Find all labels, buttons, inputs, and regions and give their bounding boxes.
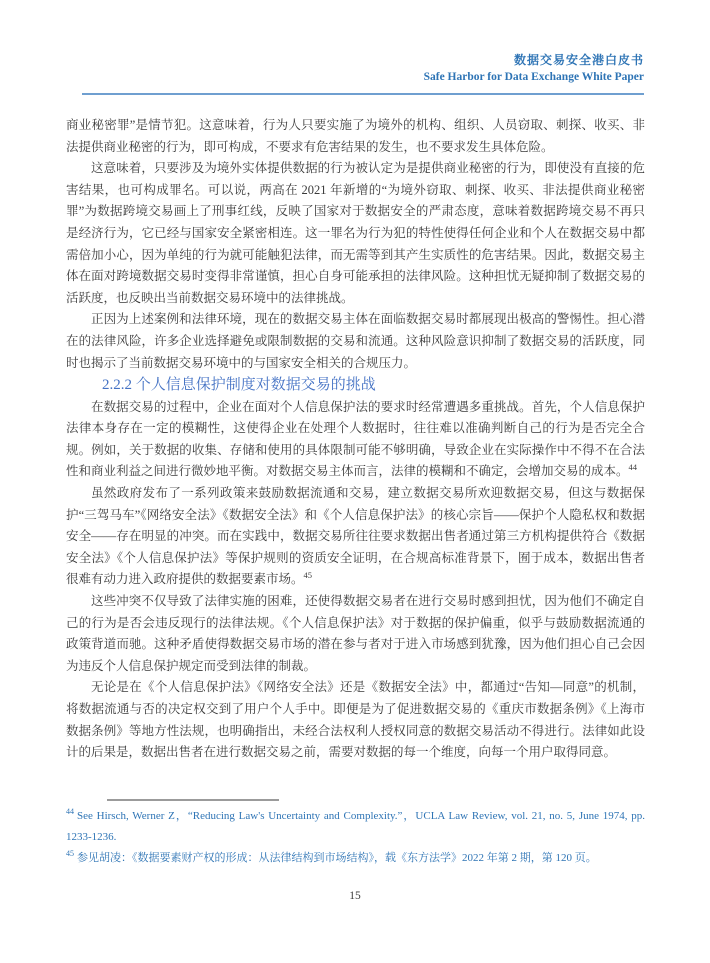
- footnotes-section: [66, 799, 645, 869]
- body-paragraph: [66, 397, 645, 483]
- footnote-marker: 44: [66, 807, 74, 817]
- footnote-ref-44: 44: [628, 462, 638, 473]
- footnote: [66, 848, 645, 869]
- header-divider: [82, 93, 644, 95]
- footnote-separator: [107, 799, 279, 801]
- page-header: [424, 52, 644, 85]
- footnote-ref-45: 45: [303, 570, 313, 581]
- footnote: [66, 806, 645, 848]
- body-paragraph: 无论是在《个人信息保护法》《网络安全法》还是《数据安全法》中，都通过“告知—同意”的机制，将数据流通与否的决定权交到了用户个人手中。即便是为了促进数据交易的《重庆市数据条例》《上海市数据条例》等地方性法规，也明确指出，未经合法权利人授权同意的数据交易活动不得进行。法律如此设计的后果是，数据出售者在进行数据交易之前，需要对数据的每一个维度，向每一个用户取得同意。: [66, 680, 645, 760]
- body-paragraph: 商业秘密罪”是情节犯。这意味着，行为人只要实施了为境外的机构、组织、人员窃取、刺探、收买、非法提供商业秘密的行为，即可构成，不要求有危害结果的发生，也不要求发生具体危险。: [66, 118, 645, 154]
- document-body: [66, 115, 645, 764]
- body-paragraph: [66, 483, 645, 591]
- header-title-zh: 数据交易安全港白皮书: [513, 53, 644, 67]
- footnote-marker: 45: [66, 849, 74, 859]
- footnote-text: See Hirsch, Werner Z，“Reducing Law's Uncertainty and Complexity.”，UCLA Law Review, vol. 21, no. 5, June 1974, pp. 1233-1236.: [66, 810, 645, 843]
- footnote-text: 参见胡凌：《数据要素财产权的形成：从法律结构到市场结构》，载《东方法学》2022 年第 2 期，第 120 页。: [77, 852, 597, 864]
- body-paragraph: 正因为上述案例和法律环境，现在的数据交易主体在面临数据交易时都展现出极高的警惕性。担心潜在的法律风险，许多企业选择避免或限制数据的交易和流通。这种风险意识抑制了数据交易的活跃度，同时也揭示了当前数据交易环境中的与国家安全相关的合规压力。: [66, 312, 645, 370]
- paragraph-text: 虽然政府发布了一系列政策来鼓励数据流通和交易，建立数据交易所欢迎数据交易，但这与数据保护“三驾马车”《网络安全法》《数据安全法》和《个人信息保护法》的核心宗旨——保护个人隐私权和数据安全——存在明显的冲突。而在实践中，数据交易所往往要求数据出售者通过第三方机构提供符合《数据安全法》《个人信息保护法》等保护规则的资质安全证明，在合规高标准背景下，囿于成本，数据出售者很难有动力进入政府提供的数据要素市场。: [66, 486, 645, 587]
- body-paragraph: 这些冲突不仅导致了法律实施的困难，还使得数据交易者在进行交易时感到担忧，因为他们不确定自己的行为是否会违反现行的法律法规。《个人信息保护法》对于数据的保护偏重，似乎与鼓励数据流通的政策背道而驰。这种矛盾使得数据交易市场的潜在参与者对于进入市场感到犹豫，因为他们担心自己会因为违反个人信息保护规定而受到法律的制裁。: [66, 593, 645, 673]
- body-paragraph: 这意味着，只要涉及为境外实体提供数据的行为被认定为是提供商业秘密的行为，即使没有直接的危害结果，也可构成罪名。可以说，两高在 2021 年新增的“为境外窃取、刺探、收买、非法提供商业秘密罪”为数据跨境交易画上了刑事红线，反映了国家对于数据安全的严肃态度，意味着数据跨境交易不再只是经济行为，它已经与国家安全紧密相连。这一罪名为行为犯的特性使得任何企业和个人在数据交易中都需倍加小心，因为单纯的行为就可能触犯法律，而无需等到其产生实质性的危害结果。因此，数据交易主体在面对跨境数据交易时变得非常谨慎，担心自身可能承担的法律风险。这种担忧无疑抑制了数据交易的活跃度，也反映出当前数据交易环境中的法律挑战。: [66, 161, 645, 305]
- paragraph-text: 在数据交易的过程中，企业在面对个人信息保护法的要求时经常遭遇多重挑战。首先，个人信息保护法律本身存在一定的模糊性，这使得企业在处理个人数据时，往往难以准确判断自己的行为是否完全合规。例如，关于数据的收集、存储和使用的具体限制可能不够明确，导致企业在实际操作中不得不在合法性和商业利益之间进行微妙地平衡。对数据交易主体而言，法律的模糊和不确定，会增加交易的成本。: [66, 399, 645, 479]
- page-number: 15: [349, 890, 361, 902]
- header-title-en: Safe Harbor for Data Exchange White Paper: [423, 71, 644, 83]
- section-heading: 2.2.2 个人信息保护制度对数据交易的挑战: [102, 377, 376, 394]
